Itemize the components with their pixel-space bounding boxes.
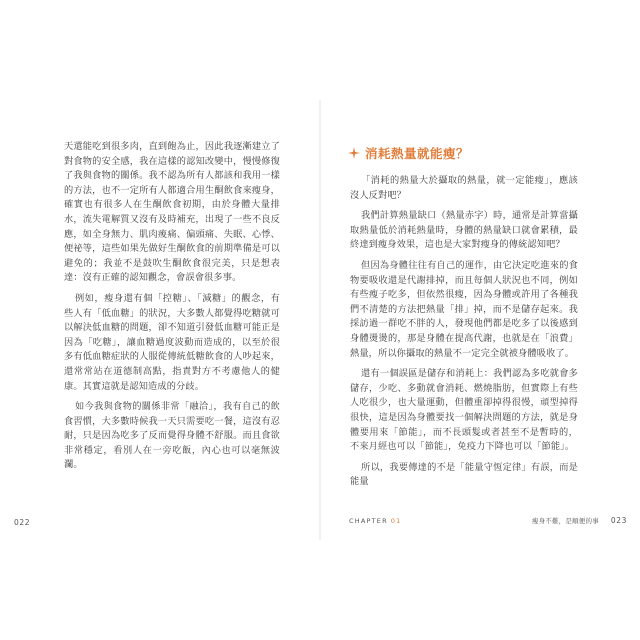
right-paragraph-5: 所以，我要傳達的不是「能量守恆定律」有誤，而是能量 <box>350 461 578 488</box>
right-paragraph-3: 但因為身體往往有自己的運作，由它決定吃進來的食物要吸收還是代謝排掉，而且每個人狀況也不同，例如有些瘦子吃多，但依然很瘦，因為身體或許用了各種我們不清楚的方法把熱量「排」掉，而不是儲存起來。我採訪過一群吃不胖的人，發現他們都是吃多了以後感到身體燙燙的，那是身體在提高代謝，也就是在「浪費」熱量，所以你攝取的熱量不一定完全就被身體吸收了。 <box>350 259 578 359</box>
left-page-number: 022 <box>14 518 31 527</box>
right-footer <box>349 516 627 525</box>
book-gutter <box>319 100 321 540</box>
left-paragraph-3: 如今我與食物的關係非常「融洽」，我有自己的飲食習慣，大多數時候我一天只需要吃一餐，這沒有忍耐，只是因為吃多了反而覺得身體不舒服。而且食欲非常穩定，看別人在一旁吃飯，內心也可以毫無波瀾。 <box>64 401 280 471</box>
section-title-text: 消耗熱量就能瘦？ <box>365 146 470 161</box>
right-footer-meta <box>532 516 627 525</box>
left-paragraph-2: 例如，瘦身還有個「控糖」、「減糖」的觀念，有些人有「低血糖」的狀況，大多數人都覺得吃糖就可以解決低血糖的問題，卻不知道引發低血糖可能正是因為「吃糖」，讓血糖過度波動而造成的，以至於很多有低血糖症狀的人服從傳統低糖飲食的人吵起來，還常常站在道德制高點，指責對方不考慮他人的健康。其實這就是認知造成的分歧。 <box>64 292 280 392</box>
sparkle-icon <box>348 147 360 159</box>
chapter-number: 01 <box>390 516 402 525</box>
chapter-label: CHAPTER <box>349 516 388 525</box>
right-page-number: 023 <box>610 516 627 525</box>
left-paragraph-1: 天還能吃到很多肉，直到飽為止，因此我逐漸建立了對食物的安全感，我在這樣的認知改變中，慢慢修復了我與食物的關係。我不認為所有人都該和我用一樣的方法，也不一定所有人都適合用生酮飲食來瘦身，確實也有很多人在生酮飲食初期，由於身體大量排水，流失電解質又沒有及時補充，出現了一些不良反應，如全身無力、肌肉痠痛、偏頭痛、失眠、心悸、便祕等，這些如果先做好生酮飲食的前期準備是可以避免的；我並不是鼓吹生酮飲食很完美，只是想表達：沒有正確的認知觀念，會誤會很多事。 <box>64 141 280 284</box>
right-page <box>350 140 578 496</box>
chapter-marker <box>349 517 401 525</box>
right-paragraph-4: 還有一個誤區是儲存和消耗上：我們認為多吃就會多儲存，少吃、多動就會消耗、燃燒脂肪，但實際上有些人吃很少，也大量運動，但體重卻掉得很慢，頑型掉得很快，這是因為身體要找一個解決問題的方法，就是身體要用來「節能」，而不長頭髮或者甚至不是暫時的，不來月經也可以「節能」，免疫力下降也可以「節能」。 <box>350 368 578 453</box>
right-paragraph-2: 我們計算熱量缺口（熱量赤字）時，通常是計算當攝取熱量低於消耗熱量時，身體的熱量缺口就會累積，最終達到瘦身效果，這也是大家對瘦身的傳統認知吧？ <box>350 210 578 251</box>
right-paragraph-1: 「消耗的熱量大於攝取的熱量，就一定能瘦」，應該沒人反對吧？ <box>350 175 578 201</box>
left-page <box>64 140 280 479</box>
running-title: 瘦身不難，是順便的事 <box>531 517 599 525</box>
section-heading <box>348 144 578 162</box>
